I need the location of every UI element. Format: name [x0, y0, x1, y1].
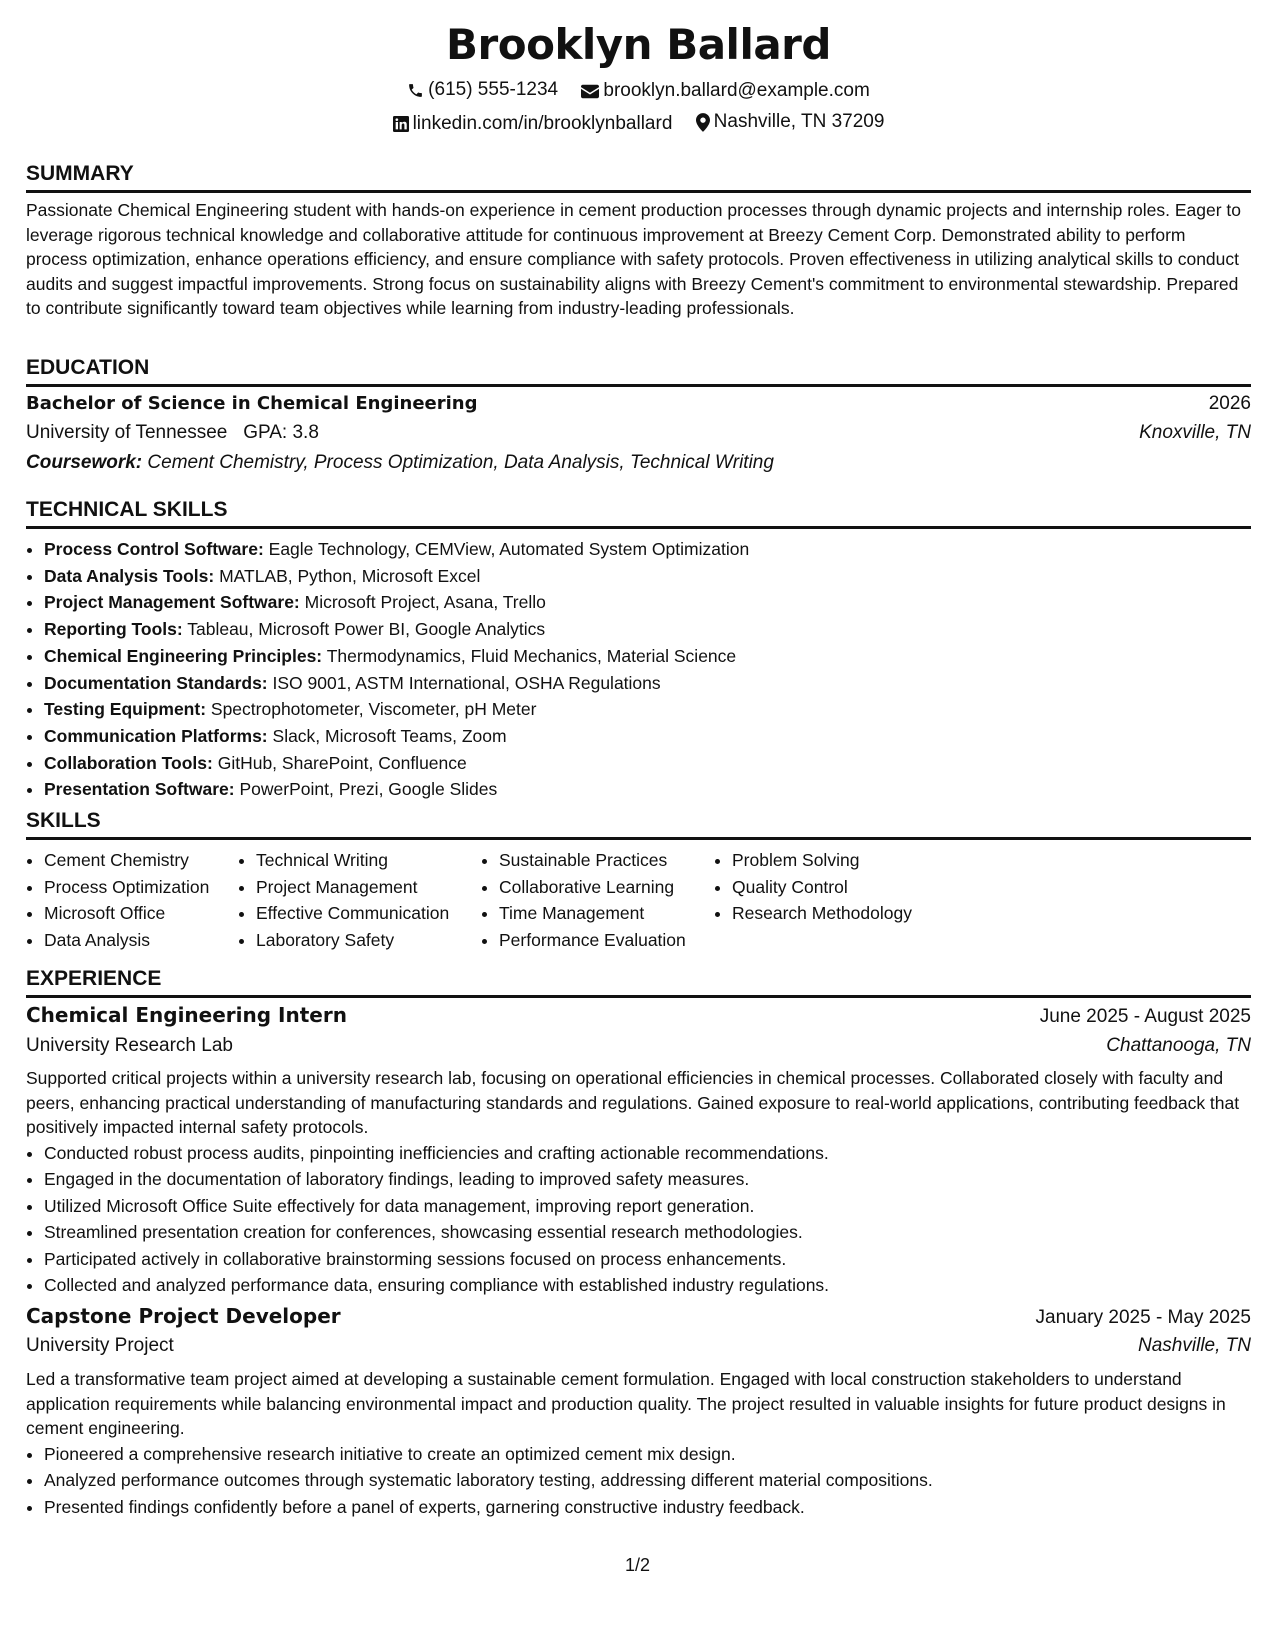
job-title-row [26, 1304, 1251, 1334]
job-title: Chemical Engineering Intern [26, 1003, 347, 1027]
linkedin-link[interactable]: linkedin.com/in/brooklynballard [412, 112, 673, 134]
email-link[interactable]: brooklyn.ballard@example.com [603, 80, 870, 101]
contact-linkedin[interactable] [393, 113, 673, 135]
job-description: Led a transformative team project aimed at developing a sustainable cement formulation. Engaged with local construction stakeholders to understand application requirements while balancing environmental impact and production quality. The project resulted in valuable insights for future product designs in cement engineering. [26, 1369, 1226, 1438]
skill-category: Project Management Software: [44, 592, 300, 613]
job-org-row [26, 1034, 1251, 1066]
list-item: • Pioneered a comprehensive research initiative to create an optimized cement mix design. [44, 1441, 1251, 1468]
education-heading: EDUCATION [26, 355, 1251, 387]
list-item [44, 776, 1251, 803]
job-location: Chattanooga, TN [1106, 1035, 1251, 1056]
skill-category: Collaboration Tools: [44, 752, 213, 773]
list-item: • Laboratory Safety [256, 927, 481, 954]
list-item: • Time Management [499, 900, 714, 927]
job-organization: University Research Lab [26, 1035, 233, 1056]
technical-skills-heading: TECHNICAL SKILLS [26, 497, 1251, 529]
job-org-row [26, 1334, 1251, 1367]
technical-skills-section [26, 536, 1251, 803]
list-item: • Data Analysis [44, 927, 238, 954]
list-item [44, 589, 1251, 616]
job-organization: University Project [26, 1335, 174, 1356]
list-item: • Sustainable Practices [499, 847, 714, 874]
school-info [26, 421, 319, 446]
skill-values: Tableau, Microsoft Power BI, Google Analytics [187, 619, 546, 640]
list-item: • Participated actively in collaborative brainstorming sessions focused on process enhancements. [44, 1246, 1251, 1273]
skill-category: Communication Platforms: [44, 725, 268, 746]
candidate-name: Brooklyn Ballard [446, 20, 831, 69]
skill-category: Reporting Tools: [44, 619, 183, 640]
list-item: • Problem Solving [732, 847, 952, 874]
list-item [44, 536, 1251, 563]
coursework-label: Coursework: [26, 452, 143, 473]
contact-row-primary [26, 79, 1251, 105]
list-item [44, 616, 1251, 643]
list-item: • Analyzed performance outcomes through systematic laboratory testing, addressing different material compositions. [44, 1467, 1251, 1494]
list-item: • Collected and analyzed performance data, ensuring compliance with established industry regulations. [44, 1272, 1251, 1299]
list-item: • Microsoft Office [44, 900, 238, 927]
skills-column-3 [481, 847, 714, 954]
list-item: • Project Management [256, 874, 481, 901]
list-item: • Technical Writing [256, 847, 481, 874]
technical-skills-list [26, 536, 1251, 803]
list-item: • Performance Evaluation [499, 927, 714, 954]
experience-heading: EXPERIENCE [26, 966, 1251, 998]
job-description: Supported critical projects within a university research lab, focusing on operational efficiencies in chemical processes. Collaborated closely with faculty and peers, enhancing practical understanding of manufacturing standards and regulations. Gained exposure to real-world applications, contributing feedback that positively impacted internal safety protocols. [26, 1068, 1240, 1137]
skill-category: Process Control Software: [44, 539, 264, 559]
job-dates: January 2025 - May 2025 [1035, 1307, 1251, 1328]
skill-category: Chemical Engineering Principles: [44, 645, 323, 666]
page-number: 1/2 [624, 1555, 651, 1575]
location-text: Nashville, TN 37209 [713, 111, 885, 132]
contact-row-secondary [26, 111, 1251, 138]
list-item: • Research Methodology [732, 900, 952, 927]
skills-column-1 [26, 847, 238, 954]
skill-category: Data Analysis Tools: [44, 565, 215, 586]
skill-values: ISO 9001, ASTM International, OSHA Regulations [272, 672, 661, 693]
job-title-row [26, 1003, 1251, 1034]
skill-values: PowerPoint, Prezi, Google Slides [239, 779, 498, 800]
skills-column-2 [238, 847, 481, 954]
experience-job-1 [26, 1003, 1251, 1299]
list-item: • Streamlined presentation creation for conferences, showcasing essential research methodologies. [44, 1219, 1251, 1246]
education-school-row [26, 421, 1251, 451]
gpa: GPA: 3.8 [243, 422, 319, 443]
list-item: • Quality Control [732, 874, 952, 901]
contact-phone [407, 79, 558, 101]
skill-category: Testing Equipment: [44, 699, 207, 720]
experience-job-2 [26, 1304, 1251, 1520]
skill-category: Documentation Standards: [44, 672, 268, 693]
contact-location [696, 111, 885, 133]
education-section [26, 392, 1251, 476]
coursework-list: Cement Chemistry, Process Optimization, Data Analysis, Technical Writing [147, 452, 774, 473]
linkedin-icon [393, 116, 409, 132]
job-location: Nashville, TN [1138, 1335, 1251, 1356]
phone-text: (615) 555-1234 [428, 79, 559, 100]
skill-category: Presentation Software: [44, 779, 235, 800]
job-bullets [26, 1441, 1251, 1521]
education-degree-row [26, 392, 1251, 421]
phone-icon [407, 82, 424, 99]
skills-section [26, 847, 1251, 954]
list-item [44, 643, 1251, 670]
skill-values: MATLAB, Python, Microsoft Excel [219, 565, 481, 586]
list-item [44, 750, 1251, 777]
list-item: • Engaged in the documentation of laboratory findings, leading to improved safety measures. [44, 1166, 1251, 1193]
list-item [44, 563, 1251, 590]
school-name: University of Tennessee [26, 422, 228, 443]
list-item: • Process Optimization [44, 874, 238, 901]
job-dates: June 2025 - August 2025 [1039, 1006, 1251, 1027]
list-item: • Conducted robust process audits, pinpointing inefficiencies and crafting actionable recommendations. [44, 1140, 1251, 1167]
list-item: • Effective Communication [256, 900, 481, 927]
coursework-line [26, 451, 1251, 476]
summary-text: Passionate Chemical Engineering student with hands-on experience in cement production processes through dynamic projects and internship roles. Eager to leverage rigorous technical knowledge and collaborative attitude for continuous improvement at Breezy Cement Corp. Demonstrated ability to perform process optimization, enhance operations efficiency, and ensure compliance with safety protocols. Proven effectiveness in utilizing analytical skills to conduct audits and suggest impactful improvements. Strong focus on sustainability aligns with Breezy Cement's commitment to environmental stewardship. Prepared to contribute significantly toward team objectives while learning from industry-leading professionals. [26, 200, 1242, 318]
school-location: Knoxville, TN [1139, 422, 1251, 443]
job-title: Capstone Project Developer [26, 1304, 341, 1328]
summary-section [26, 198, 1251, 321]
list-item [44, 670, 1251, 697]
list-item: • Collaborative Learning [499, 874, 714, 901]
graduation-year: 2026 [1208, 393, 1251, 414]
list-item [44, 696, 1251, 723]
list-item: • Utilized Microsoft Office Suite effectively for data management, improving report generation. [44, 1193, 1251, 1220]
degree-name: Bachelor of Science in Chemical Engineering [26, 393, 478, 414]
skill-values: Eagle Technology, CEMView, Automated System Optimization [268, 539, 750, 559]
list-item: • Presented findings confidently before a panel of experts, garnering constructive industry feedback. [44, 1494, 1251, 1521]
job-bullets [26, 1140, 1251, 1299]
skill-values: Microsoft Project, Asana, Trello [304, 592, 546, 613]
skills-columns [26, 847, 1251, 954]
skill-values: Thermodynamics, Fluid Mechanics, Material Science [326, 645, 737, 666]
location-pin-icon [696, 113, 710, 132]
skills-heading: SKILLS [26, 808, 1251, 840]
skill-values: Spectrophotometer, Viscometer, pH Meter [210, 699, 537, 720]
skill-values: GitHub, SharePoint, Confluence [217, 752, 467, 773]
email-icon [581, 84, 599, 99]
list-item [44, 723, 1251, 750]
list-item: • Cement Chemistry [44, 847, 238, 874]
contact-email[interactable] [581, 80, 869, 102]
skill-values: Slack, Microsoft Teams, Zoom [272, 725, 507, 746]
skills-column-4 [714, 847, 952, 954]
summary-heading: SUMMARY [26, 161, 1251, 193]
